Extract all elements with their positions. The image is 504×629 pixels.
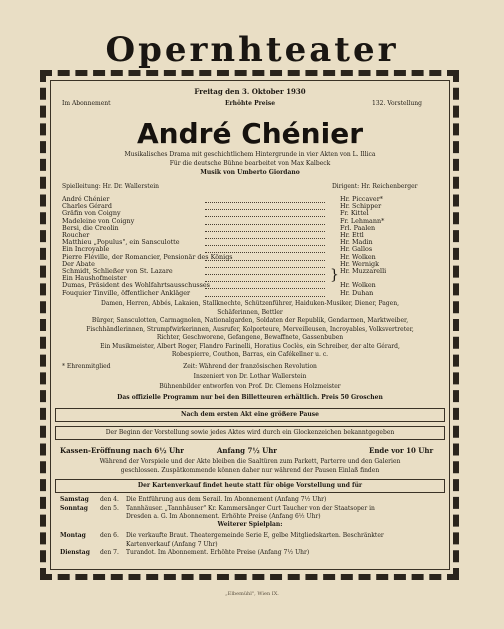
adaptation-credit: Für die deutsche Bühne bearbeitet von Max Kalbeck	[169, 160, 331, 167]
ensemble-line: Ein Musikmeister, Albert Roger, Flandro Farinelli, Horatius Coclès, ein Schreiber, der alte Gérard,	[100, 342, 400, 350]
schedule-date: den 5.	[100, 504, 119, 512]
leader-dots	[205, 244, 325, 246]
cast-role: Der Abate	[62, 259, 95, 268]
cast-brace: }	[330, 267, 339, 283]
cast-role: Fouquier Tinville, öffentlicher Ankläger	[62, 288, 191, 297]
schedule-date: den 7.	[100, 549, 119, 556]
cast-role: Dumas, Präsident des Wohlfahrtsausschusses	[62, 281, 210, 290]
schedule-date: den 4.	[100, 496, 119, 503]
cast-actor: Hr. Duhan	[340, 288, 374, 297]
schedule-date: den 6.	[100, 532, 119, 539]
printer-credit: „Elbemühl", Wien IX.	[225, 591, 279, 597]
program-note: Das offizielle Programm nur bei den Billetteuren erhältlich. Preis 50 Groschen	[117, 394, 383, 401]
leader-dots	[205, 259, 325, 261]
cast-role: Charles Gérard	[62, 202, 112, 211]
cast-actor: Hr. Gallos	[340, 245, 373, 254]
door-rule-1: Während der Vorspiele und der Akte bleiben die Saaltüren zum Parkett, Parterre und den Galerien	[99, 458, 401, 465]
schedule-text: Die Entführung aus dem Serail. Im Abonnement (Anfang 7½ Uhr)	[126, 496, 327, 503]
cast-role: Matthieu „Populus", ein Sansculotte	[62, 238, 180, 247]
schedule-day: Sonntag	[60, 504, 88, 512]
stage-design-note: Bühnenbilder entworfen von Prof. Dr. Clemens Holzmeister	[159, 383, 341, 390]
leader-dots	[205, 287, 325, 289]
cast-role: Roucher	[62, 231, 90, 239]
cast-role: Ein Haushofmeister	[62, 274, 127, 283]
leader-dots	[205, 266, 325, 268]
schedule-text: Turandot. Im Abonnement. Erhöhte Preise (Anfang 7½ Uhr)	[126, 549, 310, 556]
cast-role: Ein Incroyable	[62, 245, 110, 254]
staging-note: Inszeniert von Dr. Lothar Wallerstein	[193, 373, 307, 380]
opera-title: André Chénier	[137, 117, 363, 150]
theater-title: Opernhteater	[105, 30, 399, 70]
cast-actor: Hr. Wolken	[340, 281, 376, 290]
schedule-text: Dresden a. G. Im Abonnement. Erhöhte Preise (Anfang 6½ Uhr)	[126, 513, 321, 520]
cast-role: Schmidt, Schließer von St. Lazare	[62, 267, 173, 275]
schedule-text: Tannhäuser. „Tannhäuser" Kr. Kammersänger Curt Taucher von der Staatsoper in	[126, 504, 375, 512]
performance-date: Freitag den 3. Oktober 1930	[194, 87, 306, 96]
cast-role: Pierre Fléville, der Romancier, Pensionär des Königs	[62, 252, 233, 261]
leader-dots	[205, 237, 325, 239]
door-rule-2: geschlossen. Zuspätkommende können daher nur während der Pausen Einlaß finden	[120, 467, 380, 474]
schedule-day: Dienstag	[60, 549, 90, 556]
ensemble-line: Damen, Herren, Abbés, Lakaien, Stallknechte, Schützenführer, Haiduken-Musiker, Diener, Pagen,	[101, 300, 399, 307]
director-credit: Spielleitung: Hr. Dr. Wallerstein	[62, 183, 160, 190]
pause-note: Nach dem ersten Akt eine größere Pause	[181, 411, 319, 418]
cast-actor: Hr. Ettl	[340, 231, 364, 239]
leader-dots	[205, 230, 325, 232]
time-note: Zeit: Während der französischen Revolution	[183, 363, 317, 370]
cast-role: Gräfin von Coigny	[62, 209, 121, 218]
cast-role: André Chénier	[62, 195, 110, 203]
cast-role: Madeleine von Coigny	[62, 216, 135, 225]
leader-dots	[205, 223, 325, 225]
ensemble-line: Fischhändlerinnen, Strumpfwirkerinnen, Ausrufer, Kolporteure, Merveilleusen, Incroyables, Volksvertreter,	[86, 325, 414, 333]
price-label: Erhöhte Preise	[224, 100, 276, 107]
bell-note: Der Beginn der Vorstellung sowie jedes Aktes wird durch ein Glockenzeichen bekanntgegeben	[105, 429, 395, 436]
leader-dots	[205, 280, 325, 282]
conductor-credit: Dirigent: Hr. Reichenberger	[332, 183, 418, 190]
cast-actor: Fr. Kittel	[340, 209, 369, 218]
cast-actor: Hr. Schipper	[340, 202, 382, 211]
end-time: Ende vor 10 Uhr	[369, 446, 434, 455]
leader-dots	[205, 201, 325, 203]
opera-subtitle: Musikalisches Drama mit geschichtlichem Hintergrunde in vier Akten von L. Illica	[124, 151, 376, 158]
further-heading: Weiterer Spielplan:	[217, 521, 283, 528]
cast-actor: Frl. Paalen	[340, 223, 376, 232]
leader-dots	[205, 295, 325, 297]
cast-actor: Hr. Wolken	[340, 252, 376, 261]
ensemble-line: Schäferinnen, Bettler	[217, 308, 283, 316]
presale-note: Der Kartenverkauf findet heute statt für obige Vorstellung und für	[137, 482, 363, 489]
honorary-member-note: * Ehrenmitglied	[62, 363, 111, 370]
cast-actor: Fr. Lehmann*	[340, 216, 385, 225]
ensemble-line: Bürger, Sansculotten, Carmagnolen, Nationalgarden, Soldaten der Republik, Gendarmen, Marktweiber,	[91, 317, 409, 324]
leader-dots	[205, 273, 325, 275]
performance-number: 132. Vorstellung	[372, 100, 422, 107]
leader-dots	[205, 215, 325, 217]
subscription-label: Im Abonnement	[62, 100, 111, 107]
cast-actor: Hr. Wernigk	[340, 259, 379, 268]
leader-dots	[205, 208, 325, 210]
ensemble-line: Richter, Geschworene, Gefangene, Bewaffnete, Gassenbuben	[156, 334, 344, 341]
schedule-day: Montag	[60, 532, 86, 539]
box-office-time: Kassen-Eröffnung nach 6½ Uhr	[60, 446, 184, 455]
schedule-text: Die verkaufte Braut. Theatergemeinde Serie E, gelbe Mitgliedskarten. Beschränkter	[126, 532, 384, 539]
schedule-text: Kartenverkauf (Anfang 7 Uhr)	[126, 540, 218, 548]
cast-actor: Hr. Piccaver*	[340, 195, 383, 203]
cast-actor: Hr. Madin	[340, 238, 373, 247]
cast-actor: Hr. Muzzarelli	[340, 267, 387, 275]
schedule-day: Samstag	[60, 496, 89, 503]
ensemble-line: Robespierre, Couthon, Barras, ein Cafékellner u. c.	[171, 351, 329, 358]
start-time: Anfang 7½ Uhr	[217, 446, 277, 455]
composer-credit: Musik von Umberto Giordano	[200, 169, 300, 176]
cast-role: Bersi, die Creolin	[62, 223, 119, 232]
